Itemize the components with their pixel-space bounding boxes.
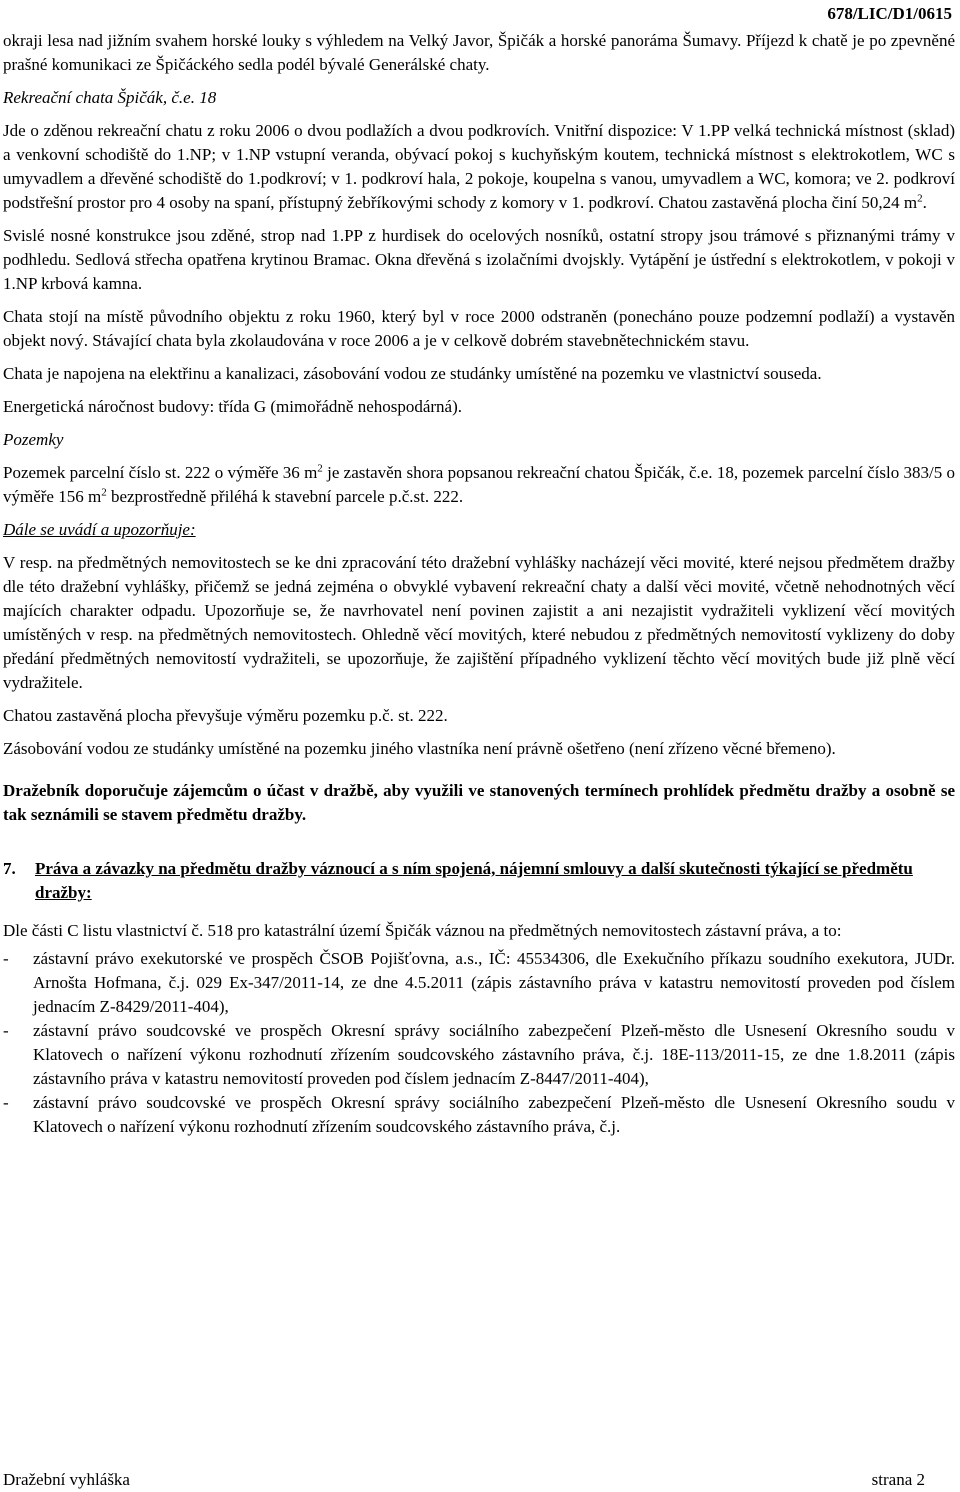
superscript: 2 — [101, 486, 107, 499]
list-item — [3, 947, 955, 1019]
paragraph-konstrukce: Svislé nosné konstrukce jsou zděné, strop nad 1.PP z hurdisek do ocelových nosníků, ostatní stropy jsou trámové s přiznanými trámy v podhledu. Sedlová střecha opatřena krytinou Bramac. Okna dřevěná s izolačními dvojskly. Vytápění je ústřední s elektrokotlem, v pokoji v 1.NP krbová kamna. — [3, 226, 955, 293]
list-item-text: zástavní právo soudcovské ve prospěch Okresní správy sociálního zabezpečení Plzeň-město dle Usnesení Okresního soudu v Klatovech o nařízení výkonu rozhodnutí zřízením soudcovského zástavního práva, č.j. 18E-113/2011-15, ze dne 1.8.2011 (zápis zástavního práva v katastru nemovitostí proveden pod číslem jednacím Z-8447/2011-404), — [33, 1021, 955, 1088]
pozemky-text-c: bezprostředně přiléhá k stavební parcele p.č.st. 222. — [106, 487, 464, 506]
paragraph-dispozice-end: . — [922, 193, 927, 212]
pozemky-text-a: Pozemek parcelní číslo st. 222 o výměře 36 m — [3, 463, 318, 482]
paragraph-pozemky — [3, 461, 955, 509]
paragraph-energeticka: Energetická náročnost budovy: třída G (mimořádně nehospodárná). — [3, 397, 463, 416]
paragraph-dispozice — [3, 119, 955, 215]
footer-document-name: Dražební vyhláška — [3, 1470, 130, 1489]
paragraph-plocha: Chatou zastavěná plocha převyšuje výměru pozemku p.č. st. 222. — [3, 706, 448, 725]
subheading-rekreacni-chata: Rekreační chata Špičák, č.e. 18 — [3, 88, 217, 107]
paragraph-doporuceni: Dražebník doporučuje zájemcům o účast v dražbě, aby využili ve stanovených termínech prohlídek předmětu dražby a osobně se tak seznámili se stavem předmětu dražby. — [3, 781, 955, 824]
paragraph-veci-movite: V resp. na předmětných nemovitostech se ke dni zpracování této dražební vyhlášky nacházejí věci movité, které nejsou předmětem dražby dle této dražební vyhlášky, přičemž se jedná zejména o obvyklé vybavení rekreační chaty a další věci movité, včetně nehodnotných věcí majících charakter odpadu. Upozorňuje se, že navrhovatel není povinen zajistit a ani nezajistit vydražiteli vyklizení věcí movitých umístěných v resp. na předmětných nemovitostech. Ohledně věcí movitých, které nebudou z předmětných nemovitostí vyklizeny do doby předání předmětných nemovitostí vydražiteli, se upozorňuje, že zajištění případného vyklizení těchto věcí movitých bude již plně věcí vydražitele. — [3, 553, 955, 692]
list-dash: - — [3, 1093, 9, 1112]
paragraph-pripojky: Chata je napojena na elektřinu a kanalizaci, zásobování vodou ze studánky umístěné na pozemku ve vlastnictví souseda. — [3, 364, 822, 383]
section-title: Práva a závazky na předmětu dražby váznoucí a s ním spojená, nájemní smlouvy a další skutečnosti týkající se předmětu dražby: — [35, 859, 913, 902]
superscript: 2 — [317, 462, 323, 475]
paragraph-location: okraji lesa nad jižním svahem horské louky s výhledem na Velký Javor, Špičák a horské panoráma Šumavy. Příjezd k chatě je po zpevněné prašné komunikaci ze Špičáckého sedla podél bývalé Generálské chaty. — [3, 31, 955, 74]
list-dash: - — [3, 949, 9, 968]
section-7-intro: Dle části C listu vlastnictví č. 518 pro katastrální území Špičák váznou na předmětných nemovitostech zástavní práva, a to: — [3, 921, 842, 940]
list-item-text: zástavní právo soudcovské ve prospěch Okresní správy sociálního zabezpečení Plzeň-město dle Usnesení Okresního soudu v Klatovech o nařízení výkonu rozhodnutí zřízením soudcovského zástavního práva, č.j. — [33, 1093, 955, 1136]
list-dash: - — [3, 1021, 9, 1040]
section-number: 7. — [3, 859, 16, 878]
subheading-pozemky: Pozemky — [3, 430, 64, 449]
page-footer — [3, 1468, 925, 1492]
lien-list — [3, 947, 955, 1139]
document-id: 678/LIC/D1/0615 — [827, 4, 952, 23]
list-item — [3, 1019, 955, 1091]
list-item — [3, 1091, 955, 1139]
paragraph-dispozice-text: Jde o zděnou rekreační chatu z roku 2006 o dvou podlažích a dvou podkrovích. Vnitřní dispozice: V 1.PP velká technická místnost (sklad) a venkovní schodiště do 1.NP; v 1.NP vstupní veranda, obývací pokoj s kuchyňským koutem, technická místnost s elektrokotlem, WC s umyvadlem a dřevěné schodiště do 1.podkroví; v 1. podkroví hala, 2 pokoje, koupelna s vanou, umyvadlem a WC, komora; ve 2. podkroví podstřešní prostor pro 4 osoby na spaní, přístupný žebříkovými schody z komory v 1. podkroví. Chatou zastavěná plocha činí 50,24 m — [3, 121, 955, 212]
subheading-dale: Dále se uvádí a upozorňuje: — [3, 520, 196, 539]
paragraph-zasobovani: Zásobování vodou ze studánky umístěné na pozemku jiného vlastníka není právně ošetřeno (není zřízeno věcné břemeno). — [3, 739, 836, 758]
section-7-heading — [3, 857, 955, 905]
list-item-text: zástavní právo exekutorské ve prospěch ČSOB Pojišťovna, a.s., IČ: 45534306, dle Exekučního příkazu soudního exekutora, JUDr. Arnošta Hofmana, č.j. 029 Ex-347/2011-14, ze dne 4.5.2011 (zápis zástavního práva v katastru nemovitostí proveden pod číslem jednacím Z-8429/2011-404), — [33, 949, 955, 1016]
superscript: 2 — [917, 192, 923, 205]
pozemky-text-b: je zastavěn shora popsanou rekreační chatou Špičák, č.e. 18, pozemek parcelní číslo 383/5 o výměře 156 m — [3, 463, 955, 506]
footer-page-number: strana 2 — [871, 1470, 925, 1489]
document-body — [3, 29, 955, 1139]
paragraph-historie: Chata stojí na místě původního objektu z roku 1960, který byl v roce 2000 odstraněn (ponecháno pouze podzemní podlaží) a vystavěn objekt nový. Stávající chata byla zkolaudována v roce 2006 a je v celkově dobrém stavebnětechnickém stavu. — [3, 307, 955, 350]
